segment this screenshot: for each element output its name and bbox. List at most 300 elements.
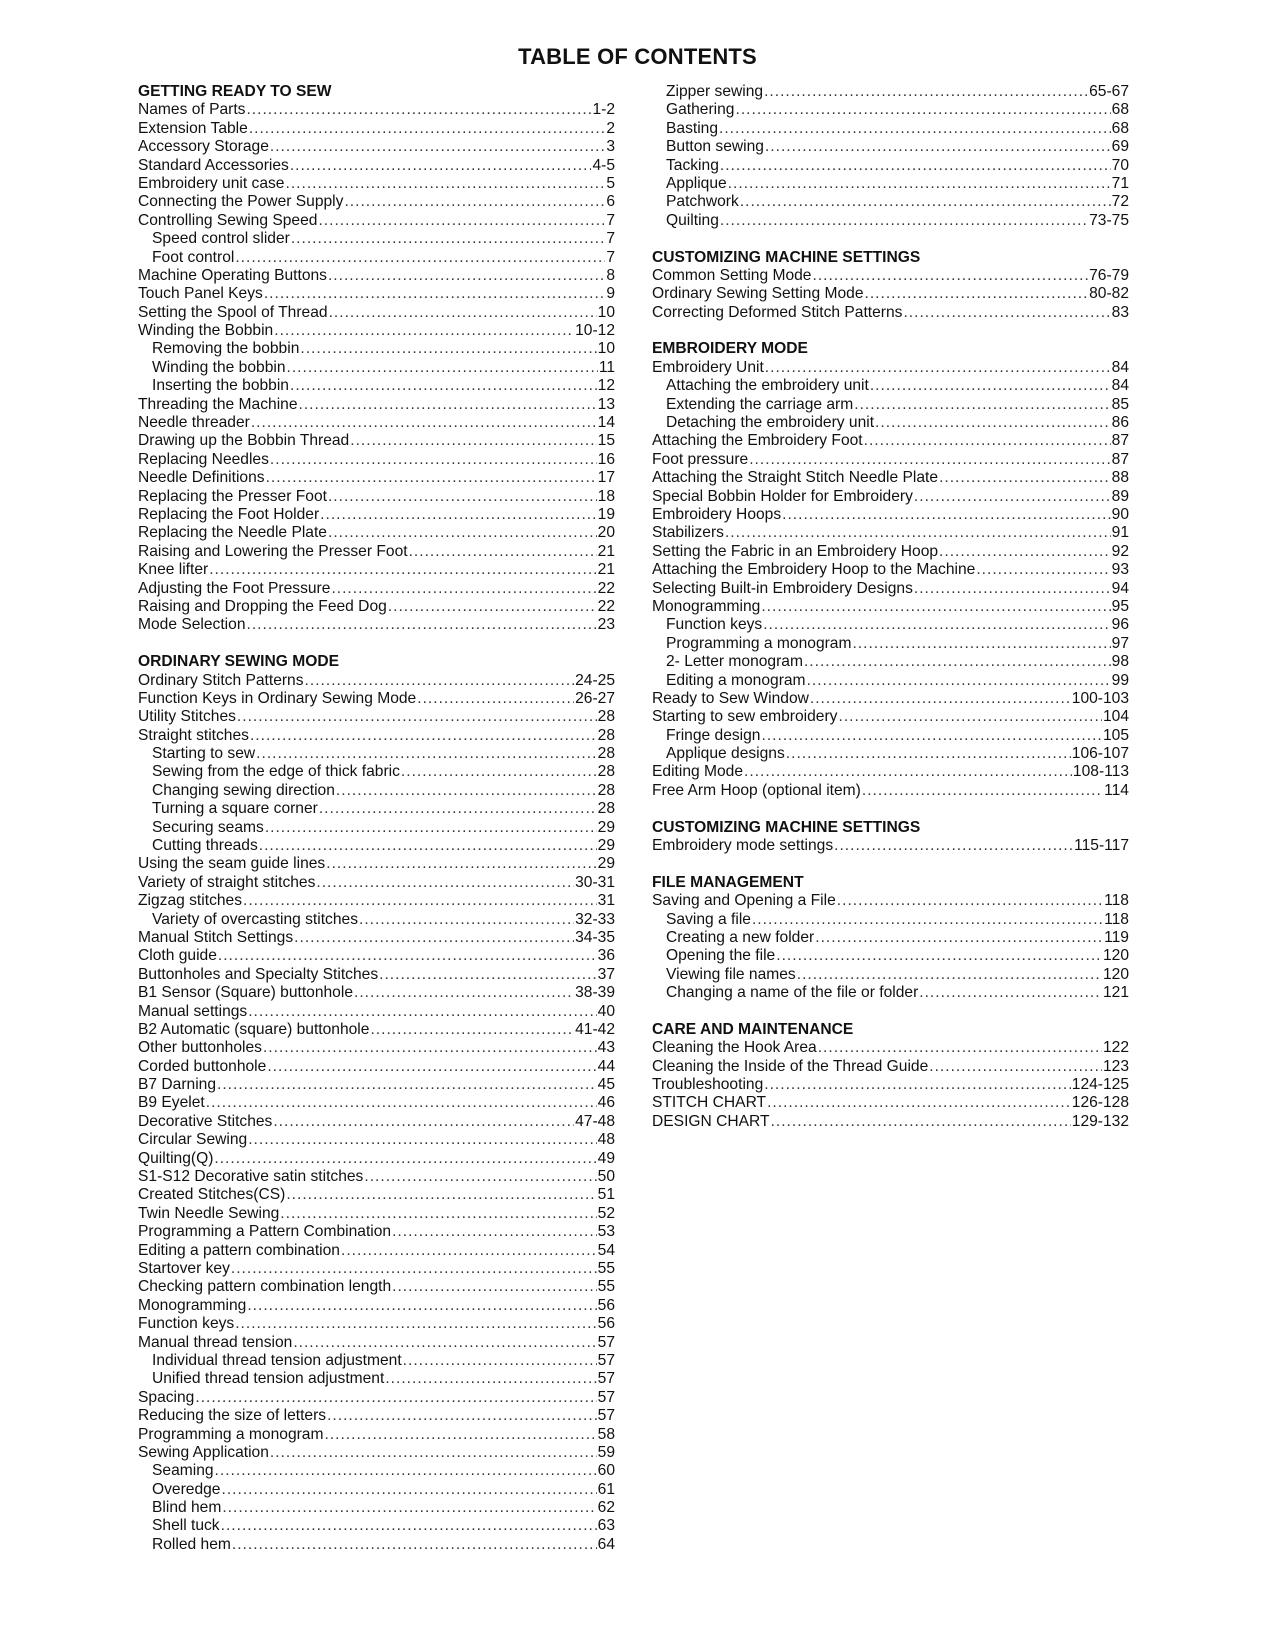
toc-entry[interactable] bbox=[138, 727, 615, 745]
toc-entry[interactable] bbox=[652, 782, 1129, 800]
toc-entry[interactable] bbox=[138, 506, 615, 524]
dot-leader bbox=[327, 1407, 597, 1425]
toc-entry[interactable] bbox=[652, 267, 1129, 285]
entry-title: Mode Selection bbox=[138, 616, 246, 634]
page-number: 87 bbox=[1111, 450, 1129, 468]
page-number: 21 bbox=[597, 561, 615, 579]
toc-entry[interactable] bbox=[138, 451, 615, 469]
toc-entry[interactable] bbox=[138, 267, 615, 285]
section-heading: FILE MANAGEMENT bbox=[652, 873, 804, 891]
toc-entry[interactable] bbox=[138, 120, 615, 138]
entry-title: Free Arm Hoop (optional item) bbox=[652, 781, 861, 799]
dot-leader bbox=[320, 506, 596, 524]
toc-entry[interactable] bbox=[138, 543, 615, 561]
toc-entry[interactable] bbox=[138, 304, 615, 322]
entry-title: Straight stitches bbox=[138, 726, 249, 744]
entry-title: Extending the carriage arm bbox=[666, 395, 854, 413]
entry-title: Winding the bobbin bbox=[152, 358, 286, 376]
page-number: 90 bbox=[1111, 505, 1129, 523]
dot-leader bbox=[237, 708, 597, 726]
entry-title: Saving and Opening a File bbox=[652, 892, 836, 910]
toc-entry[interactable] bbox=[652, 1058, 1129, 1076]
page-number: 5 bbox=[606, 174, 615, 192]
page-number: 89 bbox=[1111, 487, 1129, 505]
toc-entry[interactable] bbox=[138, 101, 615, 119]
dot-leader bbox=[270, 138, 605, 156]
toc-entry[interactable] bbox=[652, 1039, 1129, 1057]
dot-leader bbox=[290, 157, 592, 175]
toc-entry[interactable] bbox=[138, 947, 615, 965]
page-number: 92 bbox=[1111, 542, 1129, 560]
toc-subentry[interactable] bbox=[652, 929, 1129, 947]
page-number: 14 bbox=[597, 414, 615, 432]
dot-leader bbox=[249, 120, 606, 138]
toc-entry[interactable] bbox=[138, 1444, 615, 1462]
dot-leader bbox=[740, 193, 1111, 211]
dot-leader bbox=[364, 1168, 596, 1186]
entry-title: Raising and Lowering the Presser Foot bbox=[138, 542, 408, 560]
entry-title: Machine Operating Buttons bbox=[138, 266, 327, 284]
entry-title: B1 Sensor (Square) buttonhole bbox=[138, 984, 353, 1002]
page-number: 29 bbox=[597, 855, 615, 873]
dot-leader bbox=[409, 543, 597, 561]
page-number: 1-2 bbox=[592, 101, 615, 119]
entry-title: Changing sewing direction bbox=[152, 781, 335, 799]
toc-subentry[interactable] bbox=[652, 966, 1129, 984]
toc-entry[interactable] bbox=[138, 929, 615, 947]
page-number: 51 bbox=[597, 1186, 615, 1204]
toc-entry[interactable] bbox=[138, 966, 615, 984]
toc-entry[interactable] bbox=[652, 837, 1129, 855]
entry-title: Startover key bbox=[138, 1260, 230, 1277]
dot-leader bbox=[720, 157, 1111, 175]
dot-leader bbox=[221, 1481, 596, 1499]
entry-title: Editing Mode bbox=[652, 763, 744, 781]
toc-entry[interactable] bbox=[138, 598, 615, 616]
toc-entry[interactable] bbox=[138, 1334, 615, 1352]
toc-entry[interactable] bbox=[652, 524, 1129, 542]
page-number: 100-103 bbox=[1071, 689, 1129, 707]
dot-leader bbox=[812, 267, 1088, 285]
toc-entry[interactable] bbox=[652, 763, 1129, 781]
toc-entry[interactable] bbox=[652, 1076, 1129, 1094]
toc-entry[interactable] bbox=[652, 488, 1129, 506]
toc-subentry[interactable] bbox=[138, 1536, 615, 1554]
page-number: 18 bbox=[597, 487, 615, 505]
entry-title: Individual thread tension adjustment bbox=[152, 1351, 402, 1369]
toc-subentry[interactable] bbox=[652, 120, 1129, 138]
dot-leader bbox=[264, 285, 605, 303]
page-number: 28 bbox=[597, 800, 615, 818]
entry-title: Accessory Storage bbox=[138, 138, 269, 156]
entry-title: Tacking bbox=[666, 156, 719, 174]
toc-subentry[interactable] bbox=[652, 377, 1129, 395]
toc-entry[interactable] bbox=[138, 1186, 615, 1204]
page-number: 94 bbox=[1111, 579, 1129, 597]
dot-leader bbox=[903, 304, 1110, 322]
entry-title: B2 Automatic (square) buttonhole bbox=[138, 1020, 370, 1038]
dot-leader bbox=[939, 543, 1111, 561]
toc-subentry[interactable] bbox=[138, 359, 615, 377]
toc-entry[interactable] bbox=[652, 598, 1129, 616]
dot-leader bbox=[247, 1297, 596, 1315]
dot-leader bbox=[929, 1058, 1102, 1076]
section-heading: CUSTOMIZING MACHINE SETTINGS bbox=[652, 818, 921, 836]
dot-leader bbox=[324, 1426, 596, 1444]
toc-entry[interactable] bbox=[652, 580, 1129, 598]
dot-leader bbox=[300, 340, 596, 358]
page-number: 55 bbox=[597, 1260, 615, 1277]
toc-entry[interactable] bbox=[138, 138, 615, 156]
dot-leader bbox=[231, 1260, 597, 1278]
dot-leader bbox=[771, 1113, 1071, 1131]
dot-leader bbox=[250, 727, 597, 745]
dot-leader bbox=[403, 1352, 597, 1370]
page-number: 64 bbox=[597, 1535, 615, 1553]
dot-leader bbox=[744, 763, 1072, 781]
toc-subentry[interactable] bbox=[652, 653, 1129, 671]
toc-entry[interactable] bbox=[138, 892, 615, 910]
toc-subentry[interactable] bbox=[138, 1462, 615, 1480]
dot-leader bbox=[293, 1334, 596, 1352]
page-number: 31 bbox=[597, 892, 615, 910]
entry-title: Applique designs bbox=[666, 745, 785, 763]
page-number: 129-132 bbox=[1071, 1112, 1129, 1130]
toc-subentry[interactable] bbox=[652, 984, 1129, 1002]
dot-leader bbox=[243, 892, 597, 910]
page-number: 68 bbox=[1111, 119, 1129, 137]
toc-entry[interactable] bbox=[652, 543, 1129, 561]
page-number: 23 bbox=[597, 616, 615, 634]
toc-entry[interactable] bbox=[138, 1039, 615, 1057]
entry-title: STITCH CHART bbox=[652, 1094, 767, 1112]
toc-entry[interactable] bbox=[138, 874, 615, 892]
toc-entry[interactable] bbox=[138, 672, 615, 690]
toc-entry[interactable] bbox=[138, 984, 615, 1002]
toc-subentry[interactable] bbox=[138, 1481, 615, 1499]
toc-subentry[interactable] bbox=[652, 396, 1129, 414]
toc-entry[interactable] bbox=[652, 506, 1129, 524]
toc-subentry[interactable] bbox=[652, 175, 1129, 193]
entry-title: Quilting(Q) bbox=[138, 1149, 214, 1167]
entry-title: Embroidery Hoops bbox=[652, 505, 782, 523]
toc-entry[interactable] bbox=[138, 524, 615, 542]
page-number: 106-107 bbox=[1071, 745, 1129, 763]
toc-subentry[interactable] bbox=[652, 414, 1129, 432]
toc-subentry[interactable] bbox=[652, 157, 1129, 175]
dot-leader bbox=[804, 653, 1111, 671]
entry-title: Decorative Stitches bbox=[138, 1112, 273, 1130]
toc-subentry[interactable] bbox=[138, 1370, 615, 1388]
toc-subentry[interactable] bbox=[652, 745, 1129, 763]
dot-leader bbox=[725, 524, 1111, 542]
entry-title: Overedge bbox=[152, 1480, 221, 1498]
dot-leader bbox=[344, 193, 605, 211]
toc-entry[interactable] bbox=[652, 285, 1129, 303]
page-number: 70 bbox=[1111, 156, 1129, 174]
toc-entry[interactable] bbox=[138, 1021, 615, 1039]
toc-entry[interactable] bbox=[138, 1131, 615, 1149]
entry-title: Needle Definitions bbox=[138, 469, 265, 487]
toc-subentry[interactable] bbox=[138, 745, 615, 763]
dot-leader bbox=[776, 947, 1102, 965]
entry-title: B7 Darning bbox=[138, 1076, 217, 1094]
entry-title: Cleaning the Hook Area bbox=[652, 1039, 817, 1057]
page-number: 4-5 bbox=[592, 156, 615, 174]
toc-entry[interactable] bbox=[652, 359, 1129, 377]
dot-leader bbox=[870, 377, 1111, 395]
dot-leader bbox=[291, 230, 605, 248]
toc-subentry[interactable] bbox=[652, 635, 1129, 653]
dot-leader bbox=[248, 1131, 596, 1149]
toc-entry[interactable] bbox=[138, 1094, 615, 1112]
entry-title: S1-S12 Decorative satin stitches bbox=[138, 1168, 364, 1186]
toc-entry[interactable] bbox=[138, 157, 615, 175]
dot-leader bbox=[328, 524, 597, 542]
toc-subentry[interactable] bbox=[652, 83, 1129, 101]
toc-subentry[interactable] bbox=[138, 819, 615, 837]
page-number: 104 bbox=[1102, 708, 1129, 726]
dot-leader bbox=[318, 212, 605, 230]
entry-title: Inserting the bobbin bbox=[152, 377, 289, 395]
page-number: 7 bbox=[606, 211, 615, 229]
page-number: 28 bbox=[597, 708, 615, 726]
dot-leader bbox=[720, 212, 1088, 230]
toc-entry[interactable] bbox=[138, 322, 615, 340]
page-number: 123 bbox=[1102, 1057, 1129, 1075]
entry-title: Button sewing bbox=[666, 138, 764, 156]
entry-title: Turning a square corner bbox=[152, 800, 318, 818]
toc-entry[interactable] bbox=[138, 414, 615, 432]
toc-entry[interactable] bbox=[138, 1297, 615, 1315]
page-number: 44 bbox=[597, 1057, 615, 1075]
toc-subentry[interactable] bbox=[138, 1517, 615, 1535]
page-number: 119 bbox=[1104, 928, 1129, 946]
section-heading: CARE AND MAINTENANCE bbox=[652, 1020, 854, 1038]
toc-entry[interactable] bbox=[652, 451, 1129, 469]
toc-subentry[interactable] bbox=[652, 911, 1129, 929]
toc-subentry[interactable] bbox=[652, 616, 1129, 634]
entry-title: Raising and Dropping the Feed Dog bbox=[138, 597, 387, 615]
dot-leader bbox=[852, 635, 1110, 653]
toc-entry[interactable] bbox=[138, 396, 615, 414]
toc-entry[interactable] bbox=[652, 690, 1129, 708]
section-heading: GETTING READY TO SEW bbox=[138, 83, 332, 100]
page-number: 88 bbox=[1111, 469, 1129, 487]
toc-subentry[interactable] bbox=[138, 340, 615, 358]
dot-leader bbox=[919, 984, 1102, 1002]
toc-subentry[interactable] bbox=[652, 947, 1129, 965]
toc-entry[interactable] bbox=[138, 580, 615, 598]
entry-title: Function keys bbox=[138, 1315, 235, 1333]
page-number: 115-117 bbox=[1074, 837, 1129, 855]
entry-title: Editing a monogram bbox=[666, 671, 806, 689]
toc-entry[interactable] bbox=[652, 561, 1129, 579]
page-number: 28 bbox=[597, 726, 615, 744]
toc-entry[interactable] bbox=[138, 285, 615, 303]
toc-entry[interactable] bbox=[138, 690, 615, 708]
toc-subentry[interactable] bbox=[138, 249, 615, 267]
toc-subentry[interactable] bbox=[138, 837, 615, 855]
toc-entry[interactable] bbox=[138, 1426, 615, 1444]
dot-leader bbox=[214, 1150, 596, 1168]
toc-entry[interactable] bbox=[138, 561, 615, 579]
entry-title: Ordinary Sewing Setting Mode bbox=[652, 285, 864, 303]
toc-entry[interactable] bbox=[138, 1168, 615, 1186]
dot-leader bbox=[270, 1444, 597, 1462]
dot-leader bbox=[914, 488, 1111, 506]
section-heading: CUSTOMIZING MACHINE SETTINGS bbox=[652, 248, 921, 266]
toc-subentry[interactable] bbox=[138, 1499, 615, 1517]
page-number: 21 bbox=[597, 542, 615, 560]
dot-leader bbox=[209, 561, 596, 579]
entry-title: Controlling Sewing Speed bbox=[138, 211, 318, 229]
entry-title: Programming a Pattern Combination bbox=[138, 1223, 392, 1241]
toc-entry[interactable] bbox=[138, 432, 615, 450]
toc-entry[interactable] bbox=[138, 1076, 615, 1094]
entry-title: Manual thread tension bbox=[138, 1333, 293, 1351]
entry-title: Applique bbox=[666, 174, 727, 192]
toc-entry[interactable] bbox=[138, 1223, 615, 1241]
toc-entry[interactable] bbox=[138, 1113, 615, 1131]
toc-entry[interactable] bbox=[138, 1003, 615, 1021]
page-number: 80-82 bbox=[1089, 285, 1129, 303]
page-number: 24-25 bbox=[575, 671, 615, 689]
entry-title: Circular Sewing bbox=[138, 1131, 248, 1149]
entry-title: Blind hem bbox=[152, 1499, 222, 1517]
page-number: 57 bbox=[597, 1333, 615, 1351]
toc-entry[interactable] bbox=[138, 708, 615, 726]
toc-entry[interactable] bbox=[652, 1094, 1129, 1112]
toc-entry[interactable] bbox=[138, 1058, 615, 1076]
toc-entry[interactable] bbox=[138, 193, 615, 211]
toc-subentry[interactable] bbox=[138, 782, 615, 800]
toc-subentry[interactable] bbox=[652, 193, 1129, 211]
page-number: 122 bbox=[1102, 1039, 1129, 1057]
section-spacer bbox=[652, 1003, 1129, 1021]
toc-subentry[interactable] bbox=[652, 672, 1129, 690]
entry-title: Speed control slider bbox=[152, 230, 290, 248]
page-number: 17 bbox=[597, 469, 615, 487]
toc-entry[interactable] bbox=[652, 432, 1129, 450]
entry-title: Threading the Machine bbox=[138, 395, 298, 413]
dot-leader bbox=[392, 1278, 597, 1296]
section-heading: ORDINARY SEWING MODE bbox=[138, 653, 339, 671]
toc-entry[interactable] bbox=[138, 1150, 615, 1168]
toc-entry[interactable] bbox=[138, 212, 615, 230]
entry-title: 2- Letter monogram bbox=[666, 653, 803, 671]
toc-entry[interactable] bbox=[138, 469, 615, 487]
page-number: 50 bbox=[597, 1168, 615, 1186]
toc-subentry[interactable] bbox=[138, 1352, 615, 1370]
page-number: 60 bbox=[597, 1462, 615, 1480]
dot-leader bbox=[728, 175, 1111, 193]
dot-leader bbox=[247, 616, 597, 634]
toc-subentry[interactable] bbox=[138, 800, 615, 818]
toc-subentry[interactable] bbox=[138, 911, 615, 929]
toc-entry[interactable] bbox=[138, 1315, 615, 1333]
dot-leader bbox=[286, 1186, 596, 1204]
toc-entry[interactable] bbox=[652, 708, 1129, 726]
page-number: 29 bbox=[597, 837, 615, 855]
dot-leader bbox=[786, 745, 1071, 763]
dot-leader bbox=[752, 911, 1103, 929]
entry-title: Manual settings bbox=[138, 1002, 248, 1020]
entry-title: Securing seams bbox=[152, 818, 264, 836]
page-number: 3 bbox=[606, 138, 615, 156]
page-number: 120 bbox=[1102, 965, 1129, 983]
page-number: 99 bbox=[1111, 671, 1129, 689]
dot-leader bbox=[764, 83, 1088, 101]
page-number: 85 bbox=[1111, 395, 1129, 413]
page-number: 22 bbox=[597, 579, 615, 597]
entry-title: Ordinary Stitch Patterns bbox=[138, 671, 304, 689]
entry-title: Adjusting the Foot Pressure bbox=[138, 579, 331, 597]
dot-leader bbox=[810, 690, 1071, 708]
dot-leader bbox=[392, 1223, 597, 1241]
entry-title: Sewing from the edge of thick fabric bbox=[152, 763, 400, 781]
entry-title: Zipper sewing bbox=[666, 83, 764, 100]
toc-subentry[interactable] bbox=[652, 212, 1129, 230]
page-number: 49 bbox=[597, 1149, 615, 1167]
dot-leader bbox=[939, 469, 1111, 487]
page-number: 91 bbox=[1111, 524, 1129, 542]
toc-entry[interactable] bbox=[652, 892, 1129, 910]
page-number: 38-39 bbox=[575, 984, 615, 1002]
page-number: 65-67 bbox=[1089, 83, 1129, 100]
toc-entry[interactable] bbox=[652, 304, 1129, 322]
toc-subentry[interactable] bbox=[652, 727, 1129, 745]
entry-title: Other buttonholes bbox=[138, 1039, 262, 1057]
dot-leader bbox=[274, 322, 574, 340]
dot-leader bbox=[818, 1039, 1102, 1057]
page-number: 73-75 bbox=[1089, 211, 1129, 229]
dot-leader bbox=[273, 1113, 574, 1131]
dot-leader bbox=[914, 580, 1111, 598]
toc-entry[interactable] bbox=[138, 855, 615, 873]
toc-entry[interactable] bbox=[652, 469, 1129, 487]
toc-entry[interactable] bbox=[138, 1407, 615, 1425]
toc-column-left bbox=[138, 83, 615, 1554]
toc-entry[interactable] bbox=[138, 1278, 615, 1296]
toc-subentry[interactable] bbox=[138, 763, 615, 781]
page-number: 41-42 bbox=[575, 1020, 615, 1038]
toc-subentry[interactable] bbox=[652, 101, 1129, 119]
toc-entry[interactable] bbox=[138, 488, 615, 506]
toc-entry[interactable] bbox=[138, 1389, 615, 1407]
page-number: 59 bbox=[597, 1443, 615, 1461]
toc-entry[interactable] bbox=[138, 616, 615, 634]
dot-leader bbox=[401, 763, 597, 781]
toc-entry[interactable] bbox=[138, 1205, 615, 1223]
page-number: 53 bbox=[597, 1223, 615, 1241]
entry-title: Common Setting Mode bbox=[652, 266, 812, 284]
page-number: 84 bbox=[1111, 358, 1129, 376]
page-number: 6 bbox=[606, 193, 615, 211]
toc-subentry[interactable] bbox=[652, 138, 1129, 156]
toc-entry[interactable] bbox=[652, 1113, 1129, 1131]
toc-subentry[interactable] bbox=[138, 230, 615, 248]
dot-leader bbox=[761, 727, 1101, 745]
toc-entry[interactable] bbox=[138, 1242, 615, 1260]
toc-subentry[interactable] bbox=[138, 377, 615, 395]
page-number: 40 bbox=[597, 1002, 615, 1020]
page-number: 118 bbox=[1104, 910, 1129, 928]
entry-title: Function Keys in Ordinary Sewing Mode bbox=[138, 689, 417, 707]
page-number: 16 bbox=[597, 450, 615, 468]
toc-entry[interactable] bbox=[138, 175, 615, 193]
toc-entry[interactable] bbox=[138, 1260, 615, 1278]
